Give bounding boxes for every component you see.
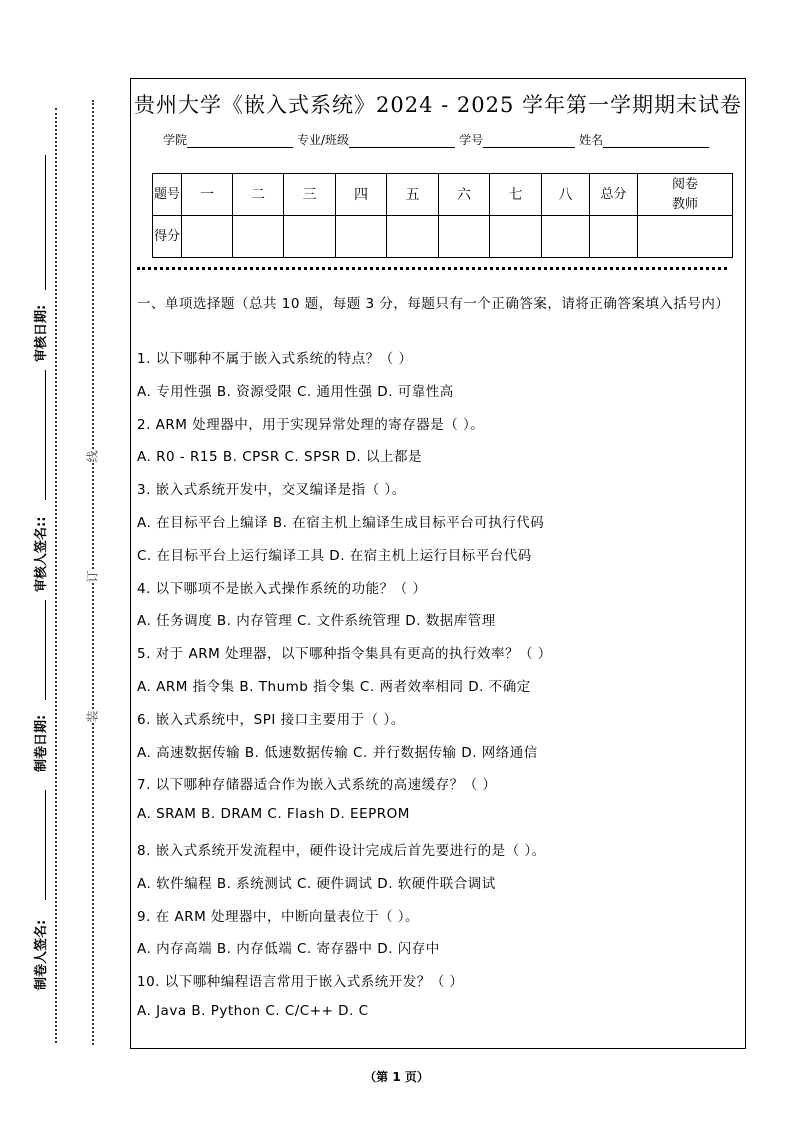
reviewer-sign-field xyxy=(45,370,46,500)
major-field[interactable] xyxy=(349,133,455,148)
reviewer-sign-label: 审核人签名:: xyxy=(34,516,49,592)
maker-sign-field xyxy=(45,790,46,900)
col-header: 六 xyxy=(439,174,490,216)
score-cell[interactable] xyxy=(590,216,638,258)
row-label-score: 得分 xyxy=(153,216,182,258)
exam-frame xyxy=(130,78,746,1049)
question-text: 4. 以下哪项不是嵌入式操作系统的功能？（ ） xyxy=(137,580,427,597)
student-id-label: 学号 xyxy=(459,133,484,147)
college-label: 学院 xyxy=(163,133,188,147)
question-text: 6. 嵌入式系统中，SPI 接口主要用于（ ）。 xyxy=(137,711,405,728)
score-cell[interactable] xyxy=(182,216,233,258)
col-header: 三 xyxy=(284,174,336,216)
question-text: 3. 嵌入式系统开发中，交叉编译是指（ ）。 xyxy=(137,482,406,499)
col-header: 七 xyxy=(490,174,542,216)
exam-title: 贵州大学《嵌入式系统》2024 - 2025 学年第一学期期末试卷 xyxy=(133,93,742,117)
score-cell[interactable] xyxy=(542,216,590,258)
score-cell[interactable] xyxy=(284,216,336,258)
student-info-row xyxy=(163,131,713,148)
col-header: 一 xyxy=(182,174,233,216)
score-cell[interactable] xyxy=(387,216,439,258)
question-text: 1. 以下哪种不属于嵌入式系统的特点？（ ） xyxy=(137,351,413,367)
score-table-score-row xyxy=(153,216,733,258)
page-number: （第 1 页） xyxy=(364,1070,429,1084)
question-options: A. 在目标平台上编译 B. 在宿主机上编译生成目标平台可执行代码 xyxy=(137,515,545,531)
maker-sign-label: 制卷人签名: xyxy=(34,919,49,990)
question-options: A. 内存高端 B. 内存低端 C. 寄存器中 D. 闪存中 xyxy=(137,941,440,958)
major-label: 专业/班级 xyxy=(297,133,350,147)
seal-char-line: 线 xyxy=(85,450,100,463)
question-options: A. 专用性强 B. 资源受限 C. 通用性强 D. 可靠性高 xyxy=(137,383,454,400)
question-text: 2. ARM 处理器中，用于实现异常处理的寄存器是（ ）。 xyxy=(137,416,485,433)
review-date-label: 审核日期: xyxy=(34,304,49,362)
question-options: A. 高速数据传输 B. 低速数据传输 C. 并行数据传输 D. 网络通信 xyxy=(137,744,538,761)
col-header: 二 xyxy=(233,174,284,216)
seal-char-bind: 订 xyxy=(85,570,100,583)
question-options: A. SRAM B. DRAM C. Flash D. EEPROM xyxy=(137,806,410,823)
question-text: 8. 嵌入式系统开发流程中，硬件设计完成后首先要进行的是（ ）。 xyxy=(137,843,546,859)
col-header: 八 xyxy=(542,174,590,216)
binding-dotted-line-outer xyxy=(55,108,57,1043)
score-table xyxy=(152,173,733,258)
question-text: 9. 在 ARM 处理器中，中断向量表位于（ ）。 xyxy=(137,908,420,925)
name-label: 姓名 xyxy=(579,133,604,147)
seal-char-install: 装 xyxy=(85,710,100,723)
col-header: 总分 xyxy=(590,174,638,216)
score-cell[interactable] xyxy=(233,216,284,258)
score-cell[interactable] xyxy=(638,216,733,258)
college-field[interactable] xyxy=(187,133,293,148)
question-options: A. Java B. Python C. C/C++ D. C xyxy=(137,1003,369,1019)
name-field[interactable] xyxy=(603,133,709,148)
student-id-field[interactable] xyxy=(483,133,575,148)
question-options: A. 任务调度 B. 内存管理 C. 文件系统管理 D. 数据库管理 xyxy=(137,613,496,630)
question-options: A. 软件编程 B. 系统测试 C. 硬件调试 D. 软硬件联合调试 xyxy=(137,875,496,892)
make-date-label: 制卷日期: xyxy=(34,714,49,772)
col-header: 四 xyxy=(336,174,387,216)
question-options: C. 在目标平台上运行编译工具 D. 在宿主机上运行目标平台代码 xyxy=(137,547,532,564)
section-title: 一、单项选择题（总共 10 题，每题 3 分，每题只有一个正确答案，请将正确答案填入括号内） xyxy=(137,296,730,312)
separator-dotted-line xyxy=(137,267,727,270)
score-cell[interactable] xyxy=(439,216,490,258)
col-header: 五 xyxy=(387,174,439,216)
question-text: 5. 对于 ARM 处理器，以下哪种指令集具有更高的执行效率？（ ） xyxy=(137,646,552,663)
question-text: 10. 以下哪种编程语言常用于嵌入式系统开发？（ ） xyxy=(137,974,464,991)
col-header: 阅卷教师 xyxy=(638,174,733,216)
question-options: A. ARM 指令集 B. Thumb 指令集 C. 两者效率相同 D. 不确定 xyxy=(137,679,531,695)
row-label-question-no: 题号 xyxy=(153,174,182,216)
make-date-field xyxy=(45,600,46,700)
question-options: A. R0 - R15 B. CPSR C. SPSR D. 以上都是 xyxy=(137,449,422,466)
score-table-header-row xyxy=(153,174,733,216)
question-text: 7. 以下哪种存储器适合作为嵌入式系统的高速缓存？（ ） xyxy=(137,777,497,794)
score-cell[interactable] xyxy=(336,216,387,258)
review-date-field xyxy=(45,155,46,290)
score-cell[interactable] xyxy=(490,216,542,258)
